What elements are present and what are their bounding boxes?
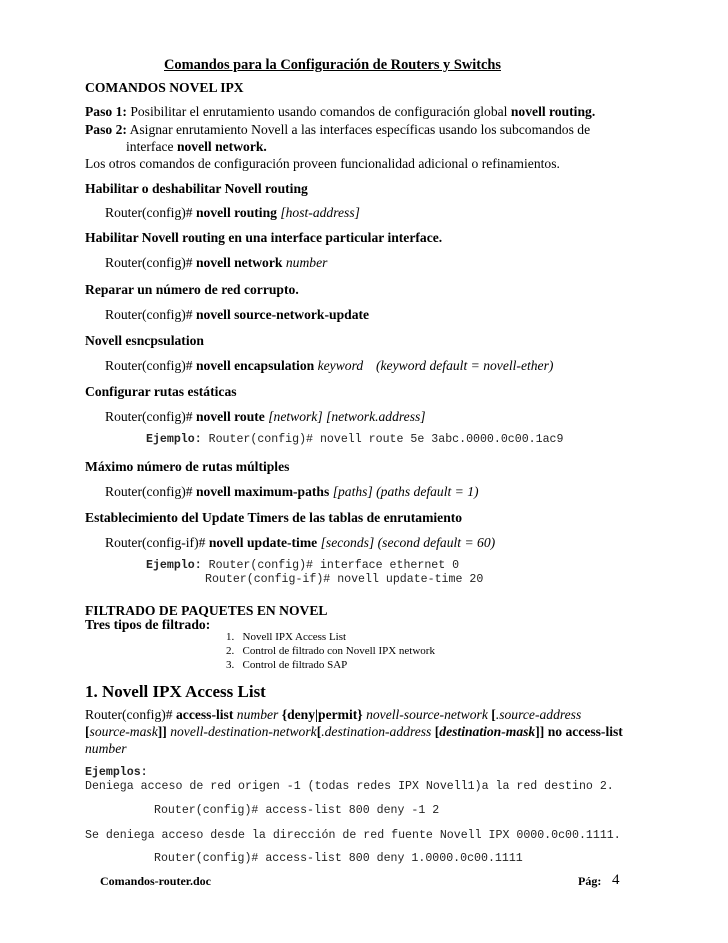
syntax-line-3 (85, 741, 127, 757)
heading-habilitar-routing: Habilitar o deshabilitar Novell routing (85, 181, 308, 196)
paso-1-cmd: novell routing. (510, 104, 596, 119)
prompt: Router(config)# (105, 358, 193, 373)
syntax-line-1 (85, 707, 581, 723)
prompt: Router(config)# (105, 307, 193, 322)
section-heading-novell: COMANDOS NOVEL IPX (85, 80, 244, 95)
list-number: 1. (226, 631, 235, 643)
command: novell encapsulation (195, 358, 315, 373)
arg-number: number (236, 707, 279, 722)
command-line (105, 409, 426, 425)
example-line (146, 433, 563, 446)
command: novell route (195, 409, 265, 424)
heading-network: Habilitar Novell routing en una interface particular interface. (85, 230, 443, 245)
bracket: ]] (157, 724, 167, 739)
example-desc-2: Se deniega acceso desde la dirección de red fuente Novell IPX 0000.0c00.1111. (85, 829, 621, 842)
example-label: Ejemplo: (146, 559, 202, 572)
deny-permit: {deny|permit} (281, 707, 363, 722)
example-text: Router(config)# novell route 5e 3abc.0000.0c00.1ac9 (208, 433, 564, 446)
command: novell maximum-paths (195, 484, 330, 499)
command-note (376, 358, 553, 374)
command-args: [host-address] (280, 205, 360, 220)
bracket: [ (85, 724, 90, 739)
arg-dst-addr: .destination-address (321, 724, 432, 739)
bracket: [ (316, 724, 322, 739)
paso-2 (85, 122, 590, 138)
list-text: Novell IPX Access List (242, 631, 347, 643)
syntax-line-2 (85, 724, 623, 740)
command-line (105, 307, 369, 323)
list-item (226, 631, 346, 643)
footer-page-label: Pág: (578, 874, 602, 888)
command: novell network (195, 255, 283, 270)
command-line (105, 535, 495, 551)
prompt: Router(config)# (105, 409, 193, 424)
command-args: number (285, 255, 328, 270)
command-args: keyword (317, 358, 364, 373)
list-text: Control de filtrado SAP (242, 659, 348, 671)
bracket: [ (434, 724, 440, 739)
ejemplos-label-text: Ejemplos: (85, 766, 148, 779)
paso-1 (85, 104, 595, 120)
example-desc-1: Deniega acceso de red origen -1 (todas redes IPX Novell1)a la red destino 2. (85, 780, 614, 793)
command: novell source-network-update (195, 307, 370, 322)
command-args: [seconds] (second default = 60) (320, 535, 496, 550)
example-label: Ejemplo: (146, 433, 202, 446)
bracket: [ (491, 707, 496, 722)
prompt: Router(config)# (85, 707, 173, 722)
arg-src-net: novell-source-network (366, 707, 488, 722)
heading-update-timers: Establecimiento del Update Timers de las tablas de enrutamiento (85, 510, 463, 525)
heading-filtrado: FILTRADO DE PAQUETES EN NOVEL (85, 603, 328, 618)
paso-2-cmd: novell network. (176, 139, 267, 154)
list-item (226, 645, 435, 657)
command-args: [paths] (paths default = 1) (332, 484, 479, 499)
paso-2-text2: interface (126, 139, 174, 154)
command: novell update-time (208, 535, 318, 550)
heading-maximo-rutas: Máximo número de rutas múltiples (85, 459, 290, 474)
prompt: Router(config)# (105, 255, 193, 270)
paso-2-label: Paso 2: (85, 122, 127, 137)
heading-encapsulation: Novell esncpsulation (85, 333, 204, 348)
command: access-list (175, 707, 234, 722)
otros-text: Los otros comandos de configuración proveen funcionalidad adicional o refinamientos. (85, 156, 560, 171)
prompt: Router(config-if)# (105, 535, 206, 550)
paso-2-cont (126, 139, 267, 155)
ejemplos-label (85, 766, 148, 779)
note-text: (keyword default = novell-ether) (376, 358, 554, 373)
example-line (146, 559, 459, 572)
footer-page-number: 4 (612, 872, 620, 888)
arg-src-addr: .source-address (495, 707, 582, 722)
arg-dst-mask: destination-mask (439, 724, 536, 739)
command-line (105, 255, 327, 271)
paso-1-text: Posibilitar el enrutamiento usando comandos de configuración global (130, 104, 508, 119)
command-line (105, 205, 360, 221)
command: novell routing (195, 205, 277, 220)
command-line (105, 484, 479, 500)
no-access-list: no access-list (547, 724, 623, 739)
example-text: Router(config)# interface ethernet 0 (208, 559, 460, 572)
list-number: 2. (226, 645, 235, 657)
paso-2-text: Asignar enrutamiento Novell a las interfaces específicas usando los subcomandos de (129, 122, 591, 137)
arg-number: number (85, 741, 127, 756)
footer-filename: Comandos-router.doc (100, 874, 212, 888)
arg-src-mask: source-mask (89, 724, 158, 739)
example-cmd-2: Router(config)# access-list 800 deny 1.0000.0c00.1111 (154, 852, 523, 865)
heading-reparar: Reparar un número de red corrupto. (85, 282, 299, 297)
list-number: 3. (226, 659, 235, 671)
list-item (226, 659, 347, 671)
arg-dst-net: novell-destination-network (170, 724, 317, 739)
page-title: Comandos para la Configuración de Routers y Switchs (164, 57, 501, 73)
bracket: ]] (535, 724, 545, 739)
heading-access-list: 1. Novell IPX Access List (85, 682, 266, 701)
tres-tipos: Tres tipos de filtrado: (85, 617, 211, 632)
command-args: [network] [network.address] (268, 409, 426, 424)
prompt: Router(config)# (105, 484, 193, 499)
example-line-2: Router(config-if)# novell update-time 20 (205, 573, 484, 586)
command-line (105, 358, 363, 374)
paso-1-label: Paso 1: (85, 104, 127, 119)
list-text: Control de filtrado con Novell IPX network (242, 645, 435, 657)
heading-rutas-estaticas: Configurar rutas estáticas (85, 384, 237, 399)
example-cmd-1: Router(config)# access-list 800 deny -1 2 (154, 804, 440, 817)
prompt: Router(config)# (105, 205, 193, 220)
